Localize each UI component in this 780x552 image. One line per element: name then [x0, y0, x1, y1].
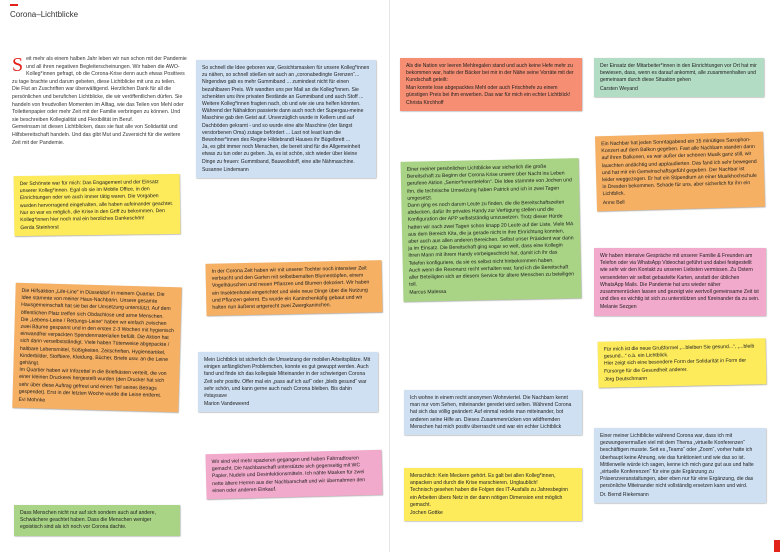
- note-arbeitsplaetze: [198, 352, 378, 412]
- note-hilfsaktion: [12, 283, 181, 413]
- note-signature: Dr. Bernd Riekemann: [600, 491, 649, 498]
- note-text: Wir sind viel mehr spazieren gegangen und haben Fahrradtouren gemacht. Die Nachbarschaft unterstützte sich gegenseitig mit WC Papier, Nudeln und Desinfektionsmitteln. Ich nähte Masken für zwei nette ältere Herren aus der Nachbarschaft und wir übernahmen den einen oder anderen Einkauf.: [211, 455, 366, 494]
- note-seniorentelefon: [401, 158, 582, 301]
- note-signature: Marcus Malessa: [409, 289, 447, 297]
- note-signature: Gerda Steinhorst: [20, 224, 59, 232]
- note-signature: Susanne Lindemann: [202, 166, 249, 173]
- note-text: Einer meiner Lichtblicke während Corona war, dass ich mit gezwungenermaßen viel mit dem Thema „virtuelle Konferenzen“ beschäftigen musste. Seit es „Teams“ oder „Zoom“, vorher hatte ich überhaupt keine Ahnung, wie das funktioniert und wie das so ist. Mittlerweile würde ich sagen, kenne ich mich ganz gut aus und halte „virtuelle Konferenzen“ für eine gute Ergänzung zu Präsenzveranstaltungen, aber eben nur für eine Ergänzung, die das persönliche Miteinander nicht vollständig ersetzen kann und wird.: [600, 433, 754, 490]
- note-menschlich: [404, 468, 582, 521]
- note-nachbarn: [404, 390, 582, 435]
- header-title: Corona–Lichtblicke: [10, 10, 79, 19]
- note-text: Menschlich: Kein Meckern gehört. Es galt bei allen Kolleg*innen, anpacken und durch die Krise marschieren. Unglaublich! Technisch gesehen haben die Folgen des IT-Ausfalls zu Jahresbeginn ein Arbeiten übers Netz in der dann nötigen Dimension erst möglich gemacht.: [410, 473, 569, 508]
- note-signature: Marion Vandeweerd: [204, 401, 250, 408]
- note-text: Wir haben intensive Gespräche mit unserer Familie & Freunden am Telefon oder via WhatsApp Videochat geführt und dabei festgestellt wie sehr wir den Kontakt zu unseren Liebsten vermissen. Zu Ostern versendeten wir selbst gebastelte Karten, anstatt der üblichen WhatsApp Mails. Die Pandemie hat uns wieder näher zusammenrücken lassen und gezeigt wie wertvoll gemeinsame Zeit ist und dies es wichtig ist sich zu unterstützen und füreinander da zu sein.: [600, 253, 760, 303]
- note-signature: Jörg Deutschmann: [604, 375, 648, 383]
- note-text: In der Corona Zeit haben wir mit unserer Tochter noch intensiver Zeit verbracht und den Garten mit selbstbemalten Blumentöpfen, einem Vogelhäuschen und neuen Pflanzen und Blumen dekoriert. Wir haben ein Insektenhotel eingerichtet und viele neue Dinge über die Nutzung und Pflanzen gelernt. Es wurde ein Kaninchenkäfig gebaut und wir halten nun äußerst artgerecht zwei Zwergkaninchen.: [211, 265, 370, 311]
- note-grussformel: [598, 338, 767, 388]
- note-text: Als die Nation vor leeren Mehlregalen stand und auch keine Hefe mehr zu bekommen war, hatte der Bäcker bei mir in der Nähe seine Vorräte mit der Kundschaft geteilt: Man konnte lose abgepacktes Mehl oder auch Frischhefe zu einem günstigen Preis bei ihm erwerben. Das war für mich ein echter Lichtblick!: [406, 63, 574, 98]
- note-signature: Christa Kirchhoff: [406, 100, 444, 107]
- note-text: Einer meiner persönlichen Lichtblicke war sicherlich die große Bereitschaft zu Beginn der Corona Krise unsere über Nacht ins Leben gerufene Aktion „Senior*innentelefon“. Die Idee stammte von Jochen und ihn, die technische Umsetzung haben Patrick und ich in zwei Tagen umgesetzt. Dann ging es noch darum Leute zu finden, die die Bereitschaftszeiten abdecken, dafür ihr privates Handy zur Verfügung stellen und die Konfiguration der APP selbstständig umzusetzen. Trotz dieser Hürde hatten wir nach zwei Tagen schon knapp 20 Leute auf der Liste. Viele MA aus dem Bereich Kita, die ja gerade nicht in ihre Einrichtung konnten, aber auch aus allen anderen Bereichen. Selbst unser Präsident war dann ja im Einsatz. Die Bereitschaft ging sogar so weit, dass eine Kollegin ihren Mann mit ihrem Handy vorbeigeschickt hat, damit ich ihr das Telefon konfiguriere, da sie es selbst nicht hinbekommen haben. Auch wenn die Resonanz recht verhalten war, fand ich die Bereitschaft aller Beteiligten sich an diesem Service für ältere Menschen zu beteiligen toll.: [406, 163, 575, 288]
- note-masken: [196, 60, 376, 178]
- note-text: So schnell die Idee geboren war, Gesichtsmasken für unsere Kolleg*innen zu nähen, so schnell stießen wir auch an „coronabedingte Grenzen“... Nirgendwo gab es mehr Gummiband ... zumindest nicht für einen bezahlbaren Preis. Wir wandten uns per Mail an die Kolleg*innen. Sie schenkten uns ihre privaten Bestände an Gummiband und auch Stoff ... Weitere Kolleg*innen fragten nach, ob und wie sie uns helfen könnten. Während der Nähaktion passierte dann auch noch der Supergau-meine Maschine gab den Geist auf. Unverzüglich wurde in Kellern und auf Dachböden gekramt - und so wurde eine alte Maschine (der längst verstorbenen Oma) zutage befördert ... Last not least kam die Bewohner*innen des Regine Hildebrandt Hauses ihr Bügelbrett ... Ja, es gibt immer noch Menschen, die bereit sind für die Allgemeinheit etwas zu tun oder zu geben. Ja, es ist schön, sich wieder über kleine Dinge zu freuen: Gummiband, Bauwollstoff, eine alte Nähmaschine.: [202, 65, 370, 165]
- note-text: Ich wohne in einem recht anonymen Wohnviertel. Die Nachbarn kennt man nur vom Sehen, miteinander geredet wird selten. Während Corona hat sich das völlig geändert: Auf einmal redete man miteinander, bot anderen seine Hilfe an. Dieses Zusammenrücken von wildfremden Menschen hat mich positiv überrascht und war ein echter Lichtblick: [410, 395, 572, 430]
- note-saxophon: [595, 132, 765, 211]
- page-spine-divider: [389, 0, 390, 552]
- intro-paragraph: Die Flut an Zuschriften war überwältigend. Herzlichen Dank für all die persönlichen und berufichen Lichtblicke, die wir veröffentlichen dürfen. Sie handeln von freudvollen Momenten im Alltag, wie das Teilen von Mehl oder Toilettenpapier oder mehr Zeit mit der Familie verbringen zu können. Und sie beschreiben Kollegialität und Flexibilität im Beruf.: [12, 86, 184, 123]
- drop-cap: S: [12, 54, 24, 76]
- note-text: Der Einsatz der Mitarbeiter*innen in den Einrichtungen vor Ort hat mir bewiesen, dass, wenn es darauf ankommt, alle zusammenhalten und gemeinsam durch diese Situation gehen: [600, 63, 757, 84]
- intro-paragraph: Gemeinsam ist diesen Lichtblicken, dass sie fast alle von Solidarität und Hilfsbereitschaft handeln. Und das gibt Mut und Zuversicht für die weitere Zeit mit der Pandemie.: [12, 124, 181, 146]
- note-text: Die Hilfsaktion „Life-Line“ in Düsseldorf in meinem Quartier. Die Idee stammte von meiner Haus-Nachbarin. Unsere gesamte Hausgemeinschaft hat sie bei der Umsetzung unterstützt. Auf dem öffentlichen Platz treffen sich Obdachlose und arme Menschen. Die „Lebens-Leine / Rettungs-Leine“ haben wir einfach zwischen zwei Bäume gespannt und in den ersten 2-3 Wochen mit hygienisch einwandfrei verpackten Spendenmaterialien befüllt. Die Aktion hat sich dann verselbstständigt. Viele haben Tütenweise abgepackte / haltbare Lebensmittel, Süßigkeiten, Zeitschriften, Hygieneartikel, Kinderbilder, Stofftiere, Kleidung, Bücher, Briefe usw. an die Leine gehängt. Im Quartier haben wir Infozettel in die Briefkästen verteilt, die von einer kleinen Druckerei hergestellt wurden (den Drucker hat sich sehr über diese Auftrag gefreut und einen Teil seines Betrags gespendet). Erst in der letzten Woche wurde die Leine entfernt.: [18, 287, 174, 399]
- note-familie: [594, 248, 766, 316]
- note-text: Ein Nachbar hat jeden Sonntagabend ein 15 minütiges Saxophon-Konzert auf dem Balkon gegeben. Fast alle Nachbarn standen dann auf ihren Balkonen, es war außer der schönen Musik ganz still, wir lauschten andächtig und applaudierten. Das fand ich sehr bewegend und hat mir ein Gemeinschaftsgefühl gegeben. Der Nachbar ist leider weggezogen. Er hat ein Stipendium an einer Musikhochschule in Dresden bekommen. Schade für uns, aber sicherlich für ihn ein Lichtblick.: [601, 137, 757, 198]
- page-edge-accent: [774, 540, 780, 552]
- note-schoenste: [14, 174, 181, 237]
- note-signature: Melanie Sezgen: [600, 304, 637, 311]
- note-videokonferenz: [594, 428, 766, 503]
- note-text: Der Schönste war für mich: Das Engagement und der Einsatz unserer Kolleg*innen. Egal ob sie im Mobile Office, in den Einrichtungen oder wo auch immer tätig waren. Die Vorgaben wurden hervorragend eingehalten, alle haben aufeinander geachtet. Nur so war es möglich, die Krise in den Griff zu bekommen. Den Kolleg*innen hier noch mal ein herzliches Dankeschön!: [19, 179, 174, 224]
- note-signature: Anne Bell: [602, 199, 625, 206]
- note-text: Dass Menschen nicht nur auf sich sondern auch auf andere, Schwächere geachtet haben. Dass die Menschen weniger egoistisch sind als ich noch vor Corona dachte.: [20, 510, 156, 531]
- note-text: Für mich ist die neue Grußformel „...bleiben Sie gesund...“, „...bleib gesund...“ o.ä. ein Lichtblick. Hier zeigt sich eine besondere Form der Solidarität in Form der Fürsorge für die Gesundheit anderer.: [603, 343, 755, 375]
- note-spaziergang: [205, 450, 382, 500]
- note-signature: Evi Mohnke: [18, 396, 46, 404]
- note-signature: Carsten Weyand: [600, 85, 638, 92]
- intro-text: [12, 56, 188, 147]
- note-mitarbeiter: [594, 58, 764, 97]
- note-mehl: [400, 58, 582, 111]
- note-tochter: [205, 260, 382, 316]
- header-accent-rule: [10, 4, 18, 6]
- page-header: [10, 4, 770, 26]
- note-schwaechere: [14, 505, 180, 536]
- note-signature: Jochen Gottke: [410, 510, 443, 517]
- intro-paragraph: Seit mehr als einem halben Jahr leben wir nun schon mit der Pandemie und all ihren negativen Begleiterscheinungen. Wir haben die AWO-Kolleg*innen gefragt, ob die Corona-Krise denn auch etwas Positives zu tage brachte und darum gebeten, diese Lichtblicke mit uns zu teilen.: [12, 54, 187, 85]
- note-text: Mein Lichtblick ist sicherlich die Umsetzung der mobilen Arbeitsplätze. Mit einigen anfänglichen Problemchen, konnte es gut gewuppt werden. Auch fand und finde ich das kollegiale Miteinander in der schwierigen Corona Zeit sehr positiv. Offer mal ein „pass auf ich auf“ oder „bleib gesund“ war sehr schön, und kann gerne auch nach Corona bleiben. Bis dahin #staysave: [204, 357, 371, 400]
